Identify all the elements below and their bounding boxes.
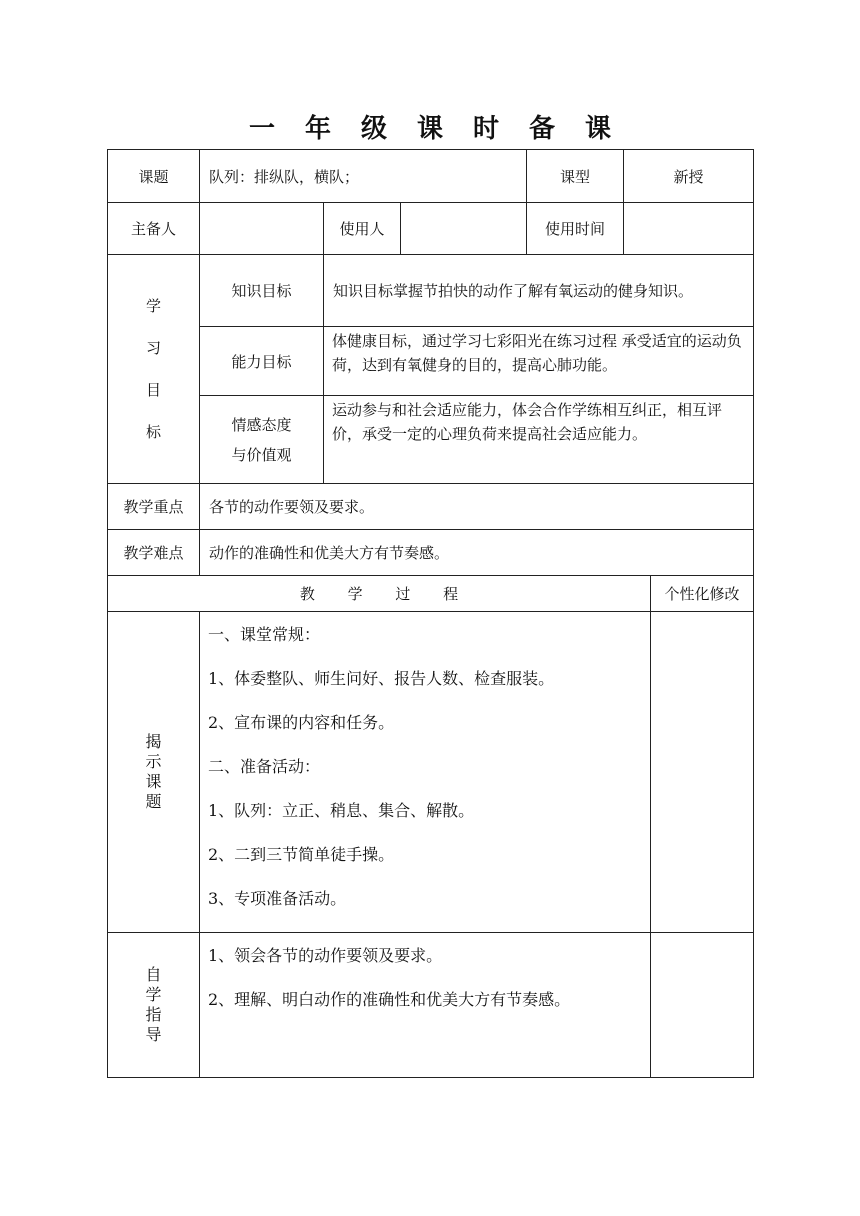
topic-value: 队列：排纵队，横队； bbox=[200, 150, 527, 203]
personal-header: 个性化修改 bbox=[651, 576, 754, 612]
objective-row-knowledge bbox=[108, 255, 754, 327]
type-label: 课型 bbox=[527, 150, 624, 203]
section1-content bbox=[200, 612, 651, 933]
section1-personal[interactable] bbox=[651, 612, 754, 933]
header-row-topic bbox=[108, 150, 754, 203]
section1-line: 1、体委整队、师生问好、报告人数、检查服装。 bbox=[208, 669, 555, 688]
section1-line: 3、专项准备活动。 bbox=[208, 889, 347, 908]
process-header-row bbox=[108, 576, 754, 612]
difficulty-text: 动作的准确性和优美大方有节奏感。 bbox=[200, 530, 754, 576]
section1-label-char: 揭 bbox=[145, 732, 162, 751]
section2-label bbox=[108, 933, 200, 1078]
header-row-preparer bbox=[108, 203, 754, 255]
section1-line: 2、宣布课的内容和任务。 bbox=[208, 713, 395, 732]
section2-label-char: 导 bbox=[145, 1025, 162, 1044]
preparer-value[interactable] bbox=[200, 203, 324, 255]
topic-label: 课题 bbox=[108, 150, 200, 203]
preparer-label: 主备人 bbox=[108, 203, 200, 255]
lesson-plan-table bbox=[107, 149, 754, 1078]
objectives-label-char: 标 bbox=[145, 423, 161, 441]
type-value: 新授 bbox=[624, 150, 754, 203]
process-header bbox=[108, 576, 651, 612]
section2-line: 1、领会各节的动作要领及要求。 bbox=[208, 946, 443, 965]
section2-label-char: 指 bbox=[145, 1005, 162, 1024]
key-point-row bbox=[108, 484, 754, 530]
objectives-label-char: 目 bbox=[145, 381, 161, 399]
emotion-label-line: 情感态度 bbox=[231, 415, 292, 434]
section2-label-char: 自 bbox=[145, 965, 162, 984]
user-label: 使用人 bbox=[324, 203, 401, 255]
process-header-text: 教 学 过 程 bbox=[299, 585, 473, 603]
emotion-label-line: 与价值观 bbox=[231, 445, 292, 464]
section2-content bbox=[200, 933, 651, 1078]
section1-line: 2、二到三节简单徒手操。 bbox=[208, 845, 395, 864]
objectives-label-char: 习 bbox=[145, 339, 161, 357]
section-row-guide bbox=[108, 933, 754, 1078]
objectives-label bbox=[108, 255, 200, 484]
section1-line: 一、课堂常规： bbox=[208, 625, 321, 644]
knowledge-label: 知识目标 bbox=[200, 255, 324, 327]
objective-row-emotion bbox=[108, 396, 754, 484]
section1-line: 1、队列：立正、稍息、集合、解散。 bbox=[208, 801, 475, 820]
time-label: 使用时间 bbox=[527, 203, 624, 255]
ability-text: 体健康目标，通过学习七彩阳光在练习过程 承受适宜的运动负荷，达到有氧健身的目的，提高心肺功能。 bbox=[324, 327, 754, 396]
objective-row-ability bbox=[108, 327, 754, 396]
key-point-text: 各节的动作要领及要求。 bbox=[200, 484, 754, 530]
section1-label-char: 课 bbox=[145, 772, 162, 791]
ability-label: 能力目标 bbox=[200, 327, 324, 396]
section-row-reveal bbox=[108, 612, 754, 933]
section1-label-char: 示 bbox=[145, 752, 162, 771]
section1-label bbox=[108, 612, 200, 933]
emotion-label bbox=[200, 396, 324, 484]
section2-personal[interactable] bbox=[651, 933, 754, 1078]
section1-label-char: 题 bbox=[145, 792, 162, 811]
section2-line: 2、理解、明白动作的准确性和优美大方有节奏感。 bbox=[208, 990, 571, 1009]
emotion-text: 运动参与和社会适应能力，体会合作学练相互纠正，相互评价，承受一定的心理负荷来提高社会适应能力。 bbox=[324, 396, 754, 484]
page-title: 一年级课时备课 bbox=[248, 114, 641, 144]
time-value[interactable] bbox=[624, 203, 754, 255]
difficulty-label: 教学难点 bbox=[108, 530, 200, 576]
difficulty-row bbox=[108, 530, 754, 576]
key-point-label: 教学重点 bbox=[108, 484, 200, 530]
section1-line: 二、准备活动： bbox=[208, 757, 321, 776]
objectives-label-char: 学 bbox=[145, 297, 161, 315]
knowledge-text: 知识目标掌握节拍快的动作了解有氧运动的健身知识。 bbox=[324, 255, 754, 327]
user-value[interactable] bbox=[401, 203, 527, 255]
section2-label-char: 学 bbox=[145, 985, 162, 1004]
